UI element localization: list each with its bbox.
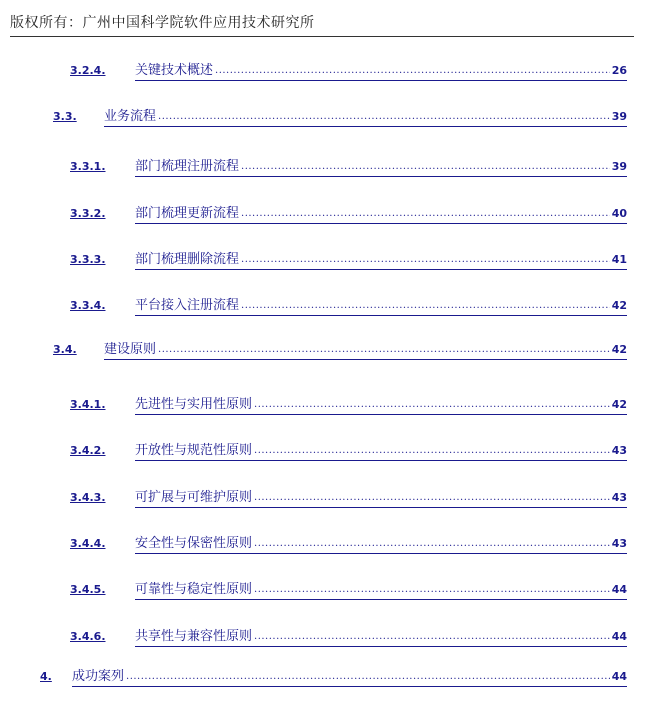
toc-link[interactable]: [135, 250, 627, 270]
dot-leader: [215, 62, 610, 80]
toc-page-number: 43: [611, 490, 627, 504]
toc-row: [0, 250, 627, 270]
toc-page-number: 26: [611, 63, 627, 77]
toc-number[interactable]: 3.4.1.: [70, 398, 106, 411]
toc-number[interactable]: 3.3.2.: [70, 207, 106, 220]
toc-page-number: 43: [611, 536, 627, 550]
toc-row: [0, 340, 627, 360]
toc-page-number: 40: [611, 206, 627, 220]
toc-number[interactable]: 3.3.: [53, 110, 77, 123]
toc-link[interactable]: [135, 296, 627, 316]
toc-row: [0, 488, 627, 508]
toc-title: 部门梳理更新流程: [135, 205, 240, 221]
toc-link[interactable]: [135, 534, 627, 554]
toc-title: 开放性与规范性原则: [135, 442, 253, 458]
toc-number[interactable]: 3.4.5.: [70, 583, 106, 596]
dot-leader: [241, 158, 610, 176]
toc-page-number: 44: [611, 629, 627, 643]
toc-page-number: 42: [611, 298, 627, 312]
toc-number[interactable]: 3.4.4.: [70, 537, 106, 550]
toc-title: 先进性与实用性原则: [135, 396, 253, 412]
toc-title: 业务流程: [104, 108, 157, 124]
toc-number[interactable]: 3.4.: [53, 343, 77, 356]
toc-number[interactable]: 4.: [40, 670, 52, 683]
toc-title: 关键技术概述: [135, 62, 214, 78]
toc-link[interactable]: [72, 667, 627, 687]
toc-link[interactable]: [135, 395, 627, 415]
toc-link[interactable]: [135, 580, 627, 600]
toc-page-number: 42: [611, 342, 627, 356]
toc-page-number: 41: [611, 252, 627, 266]
toc-row: [0, 204, 627, 224]
dot-leader: [254, 581, 610, 599]
dot-leader: [158, 108, 610, 126]
dot-leader: [254, 442, 610, 460]
toc-number[interactable]: 3.4.3.: [70, 491, 106, 504]
toc-page-number: 39: [611, 159, 627, 173]
toc-link[interactable]: [135, 61, 627, 81]
toc-row: [0, 395, 627, 415]
toc-link[interactable]: [104, 340, 627, 360]
toc-page-number: 42: [611, 397, 627, 411]
toc-title: 成功案列: [72, 668, 125, 684]
toc-title: 可靠性与稳定性原则: [135, 581, 253, 597]
toc-number[interactable]: 3.2.4.: [70, 64, 106, 77]
toc-row: [0, 61, 627, 81]
toc-link[interactable]: [135, 157, 627, 177]
page-header: 版权所有：广州中国科学院软件应用技术研究所: [10, 15, 315, 31]
dot-leader: [241, 205, 610, 223]
toc-link[interactable]: [135, 441, 627, 461]
toc-title: 共享性与兼容性原则: [135, 628, 253, 644]
dot-leader: [241, 297, 610, 315]
toc-page-number: 44: [611, 582, 627, 596]
toc-number[interactable]: 3.3.4.: [70, 299, 106, 312]
header-divider: [10, 36, 634, 37]
toc-title: 安全性与保密性原则: [135, 535, 253, 551]
dot-leader: [241, 251, 610, 269]
toc-row: [0, 157, 627, 177]
toc-page-number: 39: [611, 109, 627, 123]
toc-link[interactable]: [135, 627, 627, 647]
toc-link[interactable]: [135, 488, 627, 508]
toc-number[interactable]: 3.3.1.: [70, 160, 106, 173]
toc-number[interactable]: 3.3.3.: [70, 253, 106, 266]
toc-row: [0, 107, 627, 127]
toc-page-number: 43: [611, 443, 627, 457]
dot-leader: [254, 489, 610, 507]
dot-leader: [158, 341, 610, 359]
toc-row: [0, 627, 627, 647]
toc-title: 可扩展与可维护原则: [135, 489, 253, 505]
toc-row: [0, 580, 627, 600]
toc-title: 平台接入注册流程: [135, 297, 240, 313]
toc-title: 建设原则: [104, 341, 157, 357]
dot-leader: [254, 396, 610, 414]
toc-row: [0, 441, 627, 461]
toc-number[interactable]: 3.4.2.: [70, 444, 106, 457]
toc-title: 部门梳理删除流程: [135, 251, 240, 267]
toc-row: [0, 667, 627, 687]
dot-leader: [254, 535, 610, 553]
toc-link[interactable]: [104, 107, 627, 127]
dot-leader: [126, 668, 610, 686]
dot-leader: [254, 628, 610, 646]
toc-link[interactable]: [135, 204, 627, 224]
toc-title: 部门梳理注册流程: [135, 158, 240, 174]
toc-page-number: 44: [611, 669, 627, 683]
toc-row: [0, 296, 627, 316]
toc-number[interactable]: 3.4.6.: [70, 630, 106, 643]
toc-row: [0, 534, 627, 554]
